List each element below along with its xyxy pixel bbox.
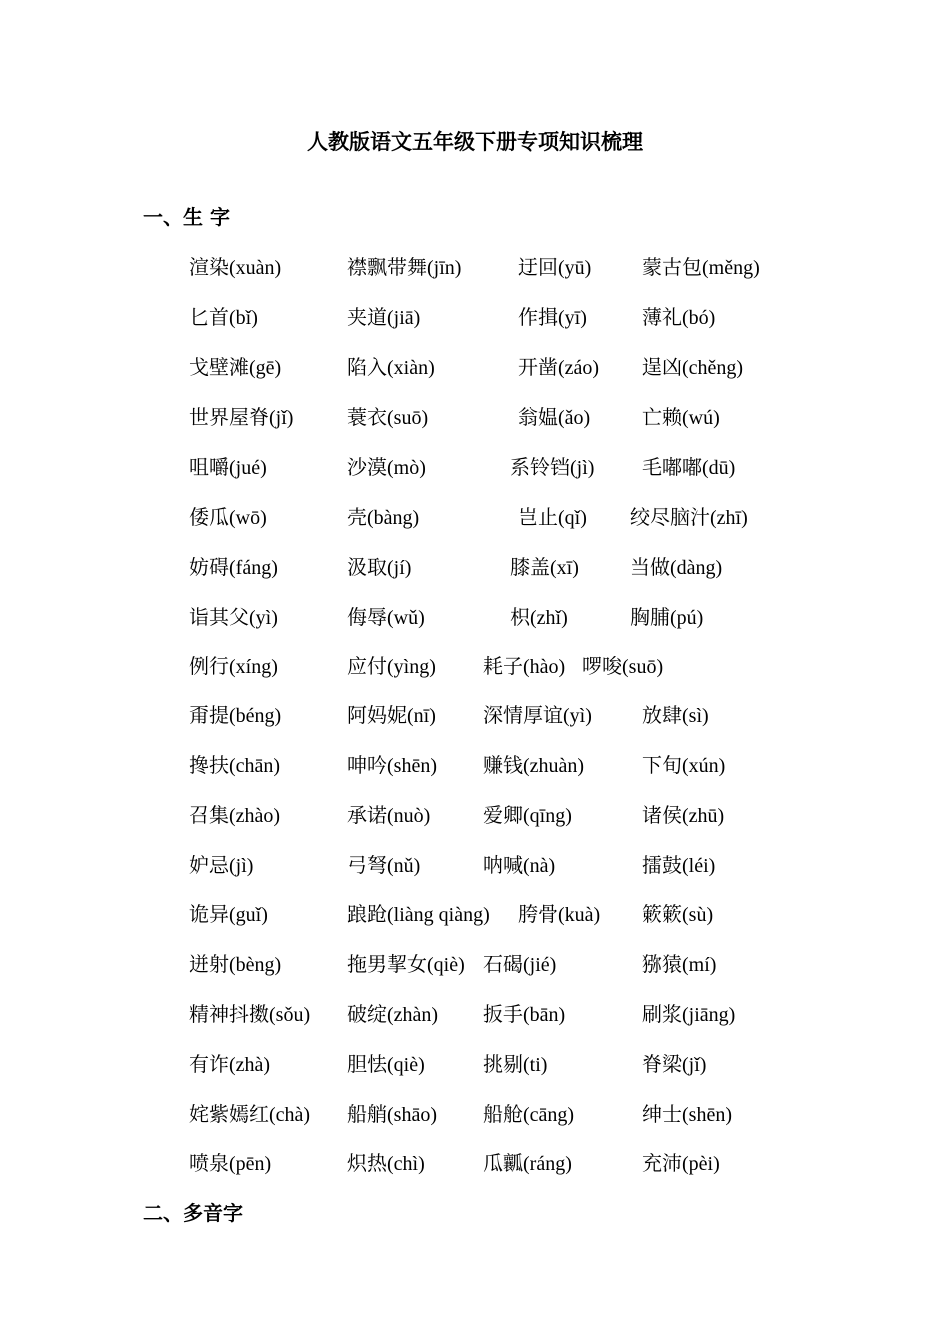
vocab-item: 诡异(guǐ) <box>189 904 268 926</box>
vocab-item: 承诺(nuò) <box>347 805 431 827</box>
vocab-item: 世界屋脊(jǐ) <box>189 407 294 429</box>
vocab-item: 胆怯(qiè) <box>347 1054 425 1076</box>
vocab-item: 破绽(zhàn) <box>347 1004 439 1026</box>
section-heading-polyphones: 二、多音字 <box>143 1201 243 1225</box>
vocab-item: 妨碍(fáng) <box>189 557 278 579</box>
vocab-item: 胸脯(pú) <box>630 607 704 629</box>
vocab-item: 拖男挈女(qiè) <box>347 954 465 976</box>
vocab-item: 侮辱(wǔ) <box>347 607 425 629</box>
vocab-row <box>0 452 950 484</box>
vocab-item: 有诈(zhà) <box>189 1054 271 1076</box>
vocab-item: 簌簌(sù) <box>642 904 714 926</box>
vocab-item: 阿妈妮(nī) <box>347 705 436 727</box>
vocab-item: 扳手(bān) <box>483 1004 566 1026</box>
vocab-item: 召集(zhào) <box>189 805 281 827</box>
vocab-item: 开凿(záo) <box>518 357 600 379</box>
vocab-item: 耗子(hào) <box>483 656 566 678</box>
vocab-item: 迂回(yū) <box>518 257 592 279</box>
vocab-item: 膝盖(xī) <box>510 557 579 579</box>
vocab-item: 咀嚼(jué) <box>189 457 267 479</box>
vocab-item: 壳(bàng) <box>347 507 420 529</box>
vocab-item: 炽热(chì) <box>347 1153 425 1175</box>
vocab-row <box>0 402 950 434</box>
vocab-item: 爱卿(qīng) <box>483 805 572 827</box>
vocab-item: 迸射(bèng) <box>189 954 282 976</box>
vocab-row <box>0 750 950 782</box>
vocab-item: 瓜瓤(ráng) <box>483 1153 572 1175</box>
vocab-item: 倭瓜(wō) <box>189 507 267 529</box>
section-heading-characters: 一、生 字 <box>143 205 230 229</box>
vocab-item: 逞凶(chěng) <box>642 357 744 379</box>
vocab-item: 猕猿(mí) <box>642 954 717 976</box>
vocab-item: 绅士(shēn) <box>642 1104 732 1126</box>
vocab-row <box>0 651 950 683</box>
vocab-item: 陷入(xiàn) <box>347 357 435 379</box>
vocab-item: 应付(yìng) <box>347 656 436 678</box>
vocab-item: 放肆(sì) <box>642 705 709 727</box>
vocab-item: 船艄(shāo) <box>347 1104 437 1126</box>
vocab-item: 毛嘟嘟(dū) <box>642 457 736 479</box>
vocab-row <box>0 700 950 732</box>
vocab-row <box>0 252 950 284</box>
vocab-row <box>0 602 950 634</box>
vocab-row <box>0 302 950 334</box>
vocab-item: 船舱(cāng) <box>483 1104 575 1126</box>
vocab-item: 胯骨(kuà) <box>518 904 601 926</box>
vocab-item: 呐喊(nà) <box>483 855 556 877</box>
vocab-item: 深情厚谊(yì) <box>483 705 592 727</box>
vocab-item: 岂止(qǐ) <box>518 507 587 529</box>
vocab-item: 弓弩(nǔ) <box>347 855 421 877</box>
vocab-item: 下旬(xún) <box>642 755 726 777</box>
vocab-item: 妒忌(jì) <box>189 855 254 877</box>
vocab-item: 襟飘带舞(jīn) <box>347 257 462 279</box>
vocab-item: 薄礼(bó) <box>642 307 716 329</box>
vocab-item: 系铃铛(jì) <box>510 457 595 479</box>
vocab-item: 例行(xíng) <box>189 656 278 678</box>
vocab-item: 甭提(béng) <box>189 705 282 727</box>
vocab-item: 搀扶(chān) <box>189 755 281 777</box>
vocab-item: 作揖(yī) <box>518 307 587 329</box>
vocab-item: 充沛(pèi) <box>642 1153 720 1175</box>
vocab-item: 挑剔(ti) <box>483 1054 548 1076</box>
vocab-item: 沙漠(mò) <box>347 457 426 479</box>
vocab-item: 诣其父(yì) <box>189 607 278 629</box>
vocab-item: 渲染(xuàn) <box>189 257 282 279</box>
vocab-item: 绞尽脑汁(zhī) <box>630 507 748 529</box>
vocab-item: 蒙古包(měng) <box>642 257 760 279</box>
vocab-item: 夹道(jiā) <box>347 307 421 329</box>
vocab-row <box>0 352 950 384</box>
vocab-item: 戈壁滩(gē) <box>189 357 282 379</box>
vocab-item: 踉跄(liàng qiàng) <box>347 904 490 926</box>
vocab-item: 石碣(jié) <box>483 954 557 976</box>
vocab-row <box>0 1148 950 1180</box>
vocab-row <box>0 949 950 981</box>
vocab-item: 姹紫嫣红(chà) <box>189 1104 311 1126</box>
vocab-item: 翁媪(ǎo) <box>518 407 591 429</box>
vocab-item: 喷泉(pēn) <box>189 1153 272 1175</box>
vocab-item: 呻吟(shēn) <box>347 755 437 777</box>
vocab-item: 枳(zhǐ) <box>510 607 568 629</box>
vocab-row <box>0 502 950 534</box>
vocab-item: 精神抖擞(sǒu) <box>189 1004 311 1026</box>
vocab-item: 刷浆(jiāng) <box>642 1004 736 1026</box>
vocab-item: 脊梁(jǐ) <box>642 1054 707 1076</box>
vocab-item: 蓑衣(suō) <box>347 407 429 429</box>
vocab-item: 匕首(bǐ) <box>189 307 258 329</box>
vocab-item: 擂鼓(léi) <box>642 855 716 877</box>
vocab-row <box>0 999 950 1031</box>
vocab-item: 啰唆(suō) <box>582 656 664 678</box>
vocab-item: 亡赖(wú) <box>642 407 720 429</box>
vocab-row <box>0 850 950 882</box>
vocab-item: 汲取(jí) <box>347 557 412 579</box>
vocab-row <box>0 1049 950 1081</box>
vocab-row <box>0 899 950 931</box>
vocab-item: 当做(dàng) <box>630 557 723 579</box>
vocab-item: 诸侯(zhū) <box>642 805 725 827</box>
document-title: 人教版语文五年级下册专项知识梳理 <box>307 130 643 154</box>
vocab-item: 赚钱(zhuàn) <box>483 755 585 777</box>
vocab-row <box>0 1099 950 1131</box>
vocab-row <box>0 552 950 584</box>
vocab-row <box>0 800 950 832</box>
